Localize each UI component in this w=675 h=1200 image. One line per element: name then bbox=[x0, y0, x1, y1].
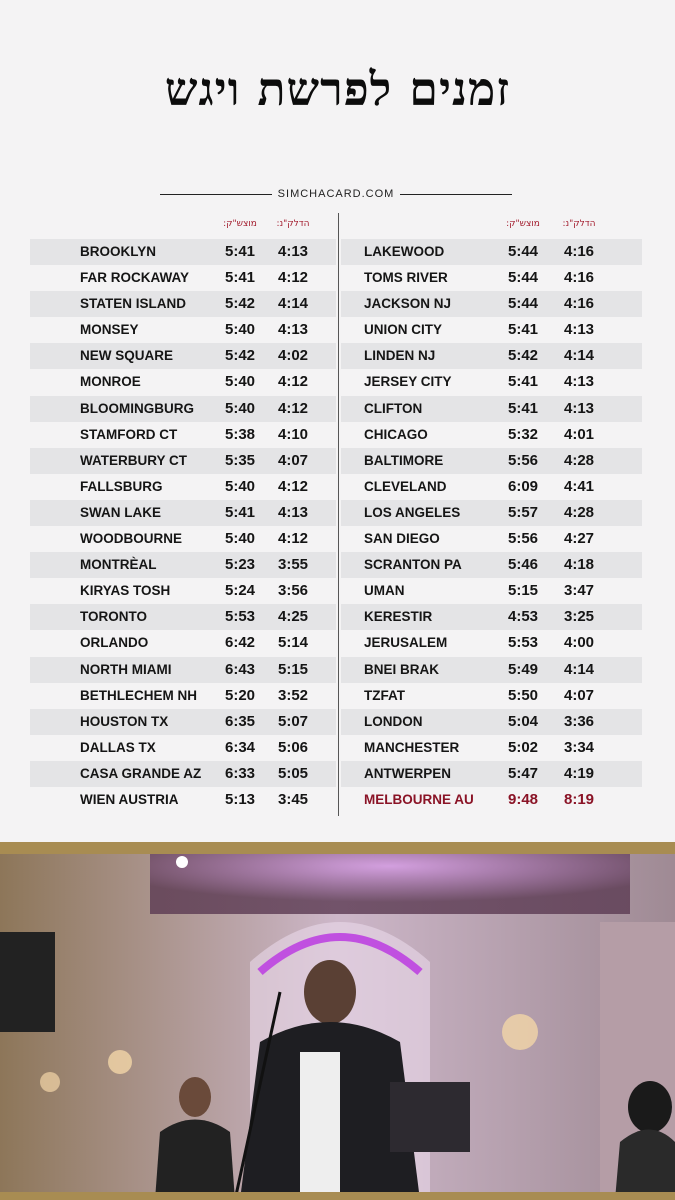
candle-lighting-time: 3:36 bbox=[563, 712, 595, 730]
motzash-time: 5:47 bbox=[507, 764, 539, 782]
city-name: ANTWERPEN bbox=[364, 765, 451, 781]
motzash-time: 5:53 bbox=[224, 608, 256, 626]
brand-divider bbox=[160, 184, 512, 204]
city-name: MONTRÈAL bbox=[80, 557, 157, 573]
table-row bbox=[341, 396, 642, 422]
city-name: BALTIMORE bbox=[364, 452, 444, 468]
city-name: STAMFORD CT bbox=[80, 426, 178, 442]
candle-lighting-time: 4:01 bbox=[563, 425, 595, 443]
table-row bbox=[341, 578, 642, 604]
city-name: JACKSON NJ bbox=[364, 296, 452, 312]
table-row bbox=[30, 317, 336, 343]
table-row bbox=[341, 265, 642, 291]
city-name: JERUSALEM bbox=[364, 635, 448, 651]
city-name: TZFAT bbox=[364, 687, 405, 703]
motzash-time: 5:42 bbox=[507, 347, 539, 365]
table-row bbox=[30, 422, 336, 448]
candle-lighting-time: 3:34 bbox=[563, 738, 595, 756]
motzash-time: 5:41 bbox=[507, 399, 539, 417]
table-row bbox=[30, 474, 336, 500]
table-row bbox=[30, 396, 336, 422]
candle-lighting-time: 4:00 bbox=[563, 634, 595, 652]
candle-lighting-time: 3:56 bbox=[277, 582, 309, 600]
table-row bbox=[341, 683, 642, 709]
motzash-time: 5:44 bbox=[507, 243, 539, 260]
candle-lighting-time: 4:13 bbox=[563, 373, 595, 391]
city-name: CLIFTON bbox=[364, 400, 423, 416]
candle-lighting-time: 4:13 bbox=[563, 399, 595, 417]
candle-lighting-time: 4:07 bbox=[277, 451, 309, 469]
table-row bbox=[30, 343, 336, 369]
candle-lighting-time: 4:13 bbox=[277, 321, 309, 339]
candle-lighting-time: 4:16 bbox=[563, 295, 595, 313]
motzash-time: 5:40 bbox=[224, 321, 256, 339]
table-row bbox=[30, 657, 336, 683]
table-row bbox=[341, 500, 642, 526]
candle-lighting-time: 3:47 bbox=[563, 582, 595, 600]
motzash-time: 6:43 bbox=[224, 660, 256, 678]
motzash-time: 5:44 bbox=[507, 269, 539, 287]
table-row bbox=[30, 630, 336, 656]
table-row bbox=[30, 448, 336, 474]
candle-lighting-time: 3:25 bbox=[563, 608, 595, 626]
motzash-time: 5:15 bbox=[507, 582, 539, 600]
motzash-time: 5:42 bbox=[224, 295, 256, 313]
candle-lighting-time: 4:14 bbox=[563, 660, 595, 678]
city-name: MELBOURNE AU bbox=[364, 791, 474, 807]
table-row bbox=[341, 761, 642, 787]
table-row bbox=[30, 604, 336, 630]
city-name: SCRANTON PA bbox=[364, 557, 462, 573]
city-name: CLEVELAND bbox=[364, 478, 447, 494]
motzash-time: 5:38 bbox=[224, 425, 256, 443]
table-row bbox=[30, 683, 336, 709]
header-candle-left: הדלק"נ: bbox=[276, 219, 310, 229]
motzash-time: 5:04 bbox=[507, 712, 539, 730]
motzash-time: 6:09 bbox=[507, 477, 539, 495]
table-row bbox=[30, 526, 336, 552]
city-name: UNION CITY bbox=[364, 322, 443, 338]
city-name: BNEI BRAK bbox=[364, 661, 440, 677]
table-row bbox=[341, 604, 642, 630]
candle-lighting-time: 5:06 bbox=[277, 738, 309, 756]
candle-lighting-time: 4:02 bbox=[277, 347, 309, 365]
city-name: NEW SQUARE bbox=[80, 348, 174, 364]
city-name: JERSEY CITY bbox=[364, 374, 452, 390]
city-name: SAN DIEGO bbox=[364, 531, 440, 547]
times-table-right bbox=[341, 239, 642, 813]
table-row bbox=[341, 239, 642, 265]
city-name: ORLANDO bbox=[80, 635, 149, 651]
gold-border-bottom bbox=[0, 1192, 675, 1200]
motzash-time: 5:35 bbox=[224, 451, 256, 469]
table-row bbox=[30, 709, 336, 735]
candle-lighting-time: 4:28 bbox=[563, 451, 595, 469]
table-row bbox=[341, 552, 642, 578]
table-row bbox=[30, 265, 336, 291]
city-name: CHICAGO bbox=[364, 426, 428, 442]
motzash-time: 4:53 bbox=[507, 608, 539, 626]
table-row bbox=[341, 787, 642, 813]
motzash-time: 5:42 bbox=[224, 347, 256, 365]
motzash-time: 9:48 bbox=[507, 790, 539, 808]
table-row bbox=[30, 578, 336, 604]
motzash-time: 5:41 bbox=[224, 503, 256, 521]
table-row bbox=[30, 735, 336, 761]
city-name: KERESTIR bbox=[364, 609, 433, 625]
city-name: TORONTO bbox=[80, 609, 148, 625]
table-row bbox=[30, 291, 336, 317]
candle-lighting-time: 4:12 bbox=[277, 399, 309, 417]
table-row bbox=[341, 343, 642, 369]
city-name: BLOOMINGBURG bbox=[80, 400, 194, 416]
city-name: MANCHESTER bbox=[364, 739, 460, 755]
motzash-time: 5:57 bbox=[507, 503, 539, 521]
candle-lighting-time: 8:19 bbox=[563, 790, 595, 808]
city-name: WOODBOURNE bbox=[80, 531, 182, 547]
motzash-time: 5:50 bbox=[507, 686, 539, 704]
table-row bbox=[30, 787, 336, 813]
candle-lighting-time: 4:13 bbox=[277, 243, 309, 260]
table-row bbox=[341, 369, 642, 395]
candle-lighting-time: 4:14 bbox=[277, 295, 309, 313]
city-name: STATEN ISLAND bbox=[80, 296, 186, 312]
city-name: BROOKLYN bbox=[80, 244, 157, 259]
candle-lighting-time: 4:13 bbox=[277, 503, 309, 521]
candle-lighting-time: 4:16 bbox=[563, 243, 595, 260]
table-row bbox=[341, 709, 642, 735]
city-name: LONDON bbox=[364, 713, 423, 729]
candle-lighting-time: 5:07 bbox=[277, 712, 309, 730]
motzash-time: 5:44 bbox=[507, 295, 539, 313]
candle-lighting-time: 4:14 bbox=[563, 347, 595, 365]
candle-lighting-time: 3:52 bbox=[277, 686, 309, 704]
candle-lighting-time: 4:41 bbox=[563, 477, 595, 495]
candle-lighting-time: 4:12 bbox=[277, 373, 309, 391]
city-name: LINDEN NJ bbox=[364, 348, 436, 364]
motzash-time: 5:02 bbox=[507, 738, 539, 756]
table-row bbox=[341, 291, 642, 317]
motzash-time: 5:20 bbox=[224, 686, 256, 704]
city-name: SWAN LAKE bbox=[80, 504, 161, 520]
candle-lighting-time: 4:12 bbox=[277, 269, 309, 287]
city-name: HOUSTON TX bbox=[80, 713, 169, 729]
divider-line-right bbox=[400, 194, 512, 195]
candle-lighting-time: 4:28 bbox=[563, 503, 595, 521]
table-row bbox=[341, 422, 642, 448]
motzash-time: 5:41 bbox=[507, 373, 539, 391]
candle-lighting-time: 4:25 bbox=[277, 608, 309, 626]
candle-lighting-time: 3:45 bbox=[277, 790, 309, 808]
motzash-time: 5:41 bbox=[224, 243, 256, 260]
motzash-time: 5:40 bbox=[224, 530, 256, 548]
motzash-time: 6:35 bbox=[224, 712, 256, 730]
concert-scene-image bbox=[0, 842, 675, 1200]
header-candle-right: הדלק"נ: bbox=[562, 219, 596, 229]
motzash-time: 5:40 bbox=[224, 373, 256, 391]
table-row bbox=[341, 735, 642, 761]
motzash-time: 6:33 bbox=[224, 764, 256, 782]
table-row bbox=[30, 369, 336, 395]
motzash-time: 5:23 bbox=[224, 556, 256, 574]
candle-lighting-time: 4:10 bbox=[277, 425, 309, 443]
table-row bbox=[30, 552, 336, 578]
motzash-time: 5:13 bbox=[224, 790, 256, 808]
city-name: MONSEY bbox=[80, 322, 139, 338]
table-row bbox=[30, 500, 336, 526]
motzash-time: 5:56 bbox=[507, 530, 539, 548]
candle-lighting-time: 4:12 bbox=[277, 530, 309, 548]
candle-lighting-time: 3:55 bbox=[277, 556, 309, 574]
candle-lighting-time: 4:19 bbox=[563, 764, 595, 782]
city-name: WIEN AUSTRIA bbox=[80, 791, 179, 807]
brand-name[interactable]: SIMCHACARD.COM bbox=[277, 188, 395, 200]
candle-lighting-time: 4:13 bbox=[563, 321, 595, 339]
motzash-time: 6:42 bbox=[224, 634, 256, 652]
table-row bbox=[341, 630, 642, 656]
table-row bbox=[341, 474, 642, 500]
column-divider bbox=[338, 213, 339, 816]
event-photo bbox=[0, 842, 675, 1200]
candle-lighting-time: 4:16 bbox=[563, 269, 595, 287]
candle-lighting-time: 5:14 bbox=[277, 634, 309, 652]
city-name: BETHLECHEM NH bbox=[80, 687, 197, 703]
city-name: TOMS RIVER bbox=[364, 270, 448, 286]
motzash-time: 5:53 bbox=[507, 634, 539, 652]
table-row bbox=[341, 448, 642, 474]
table-row bbox=[30, 239, 336, 265]
motzash-time: 6:34 bbox=[224, 738, 256, 756]
candle-lighting-time: 4:12 bbox=[277, 477, 309, 495]
motzash-time: 5:41 bbox=[224, 269, 256, 287]
candle-lighting-time: 5:15 bbox=[277, 660, 309, 678]
divider-line-left bbox=[160, 194, 272, 195]
motzash-time: 5:46 bbox=[507, 556, 539, 574]
city-name: LOS ANGELES bbox=[364, 504, 461, 520]
city-name: FAR ROCKAWAY bbox=[80, 270, 190, 286]
motzash-time: 5:49 bbox=[507, 660, 539, 678]
header-motzash-left: מוצש"ק: bbox=[223, 219, 257, 229]
motzash-time: 5:24 bbox=[224, 582, 256, 600]
table-row bbox=[341, 657, 642, 683]
motzash-time: 5:40 bbox=[224, 399, 256, 417]
candle-lighting-time: 4:27 bbox=[563, 530, 595, 548]
motzash-time: 5:56 bbox=[507, 451, 539, 469]
table-row bbox=[341, 317, 642, 343]
times-table-left bbox=[30, 239, 336, 813]
city-name: MONROE bbox=[80, 374, 141, 390]
candle-lighting-time: 5:05 bbox=[277, 764, 309, 782]
motzash-time: 5:41 bbox=[507, 321, 539, 339]
city-name: KIRYAS TOSH bbox=[80, 583, 171, 599]
city-name: NORTH MIAMI bbox=[80, 661, 172, 677]
motzash-time: 5:40 bbox=[224, 477, 256, 495]
city-name: WATERBURY CT bbox=[80, 452, 187, 468]
city-name: FALLSBURG bbox=[80, 478, 163, 494]
header-motzash-right: מוצש"ק: bbox=[506, 219, 540, 229]
candle-lighting-time: 4:07 bbox=[563, 686, 595, 704]
table-row bbox=[341, 526, 642, 552]
motzash-time: 5:32 bbox=[507, 425, 539, 443]
city-name: CASA GRANDE AZ bbox=[80, 765, 202, 781]
city-name: UMAN bbox=[364, 583, 405, 599]
table-row bbox=[30, 761, 336, 787]
page-title: זמנים לפרשת ויגש bbox=[164, 62, 511, 116]
city-name: LAKEWOOD bbox=[364, 244, 445, 259]
candle-lighting-time: 4:18 bbox=[563, 556, 595, 574]
city-name: DALLAS TX bbox=[80, 739, 156, 755]
